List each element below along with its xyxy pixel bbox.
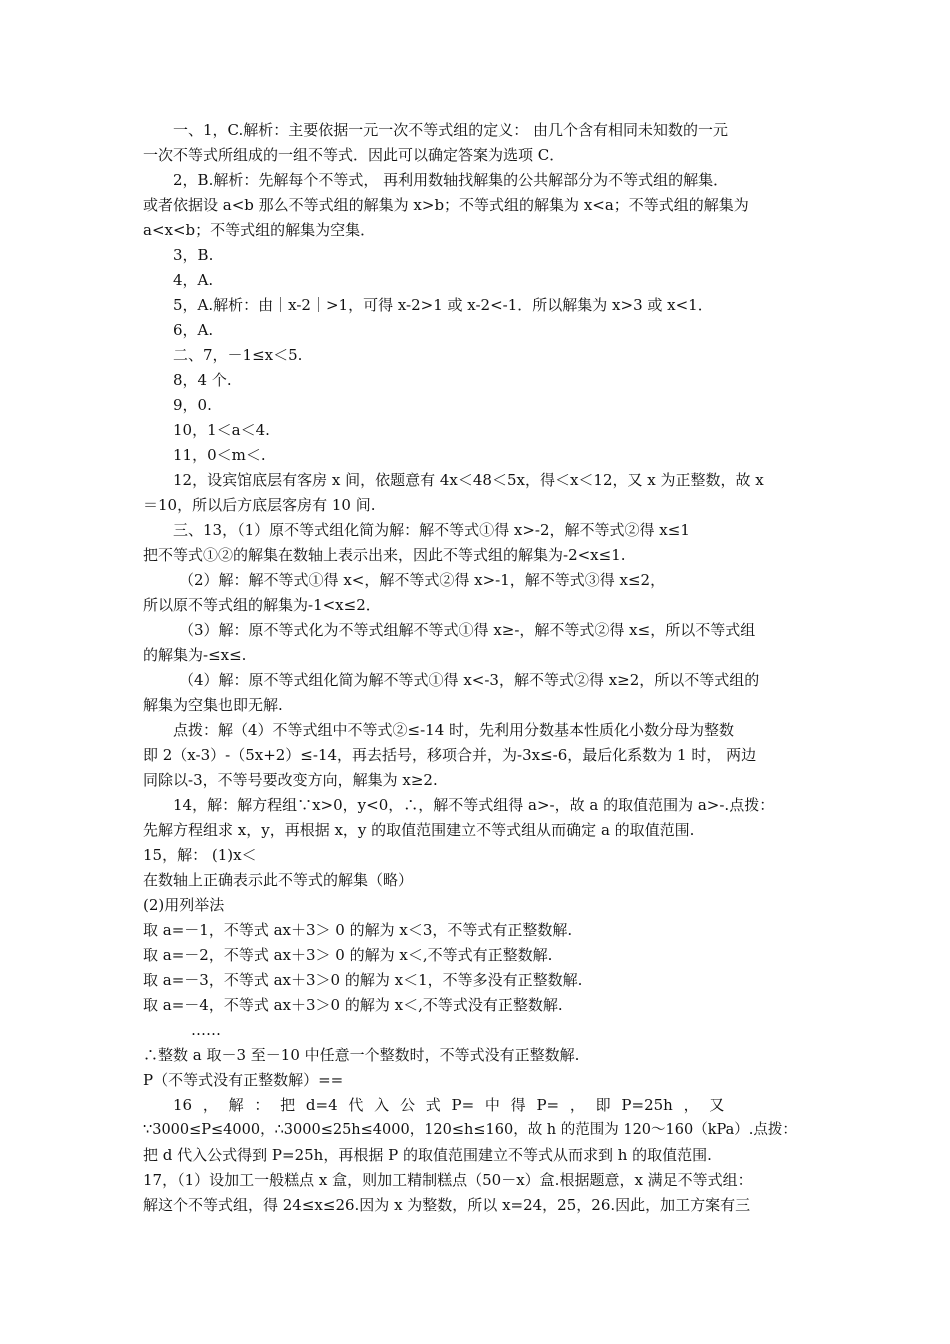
answer-line-8: 5，A.解析：由｜x-2｜>1，可得 x-2>1 或 x-2<-1．所以解集为 x>3 或 x<1． — [173, 296, 713, 314]
answer-line-28: 14，解：解方程组∵x>0，y<0，∴，解不等式组得 a>-，故 a 的取值范围为 a>-.点拨： — [173, 796, 775, 814]
answer-line-15: 12，设宾馆底层有客房 x 间，依题意有 4x＜48＜5x，得＜x＜12，又 x 为正整数，故 x — [173, 471, 764, 489]
answer-line-42: 把 d 代入公式得到 P=25h，再根据 P 的取值范围建立不等式从而求到 h 的取值范围. — [143, 1146, 712, 1164]
answer-line-33: 取 a=－1，不等式 ax＋3＞ 0 的解为 x＜3，不等式有正整数解. — [143, 921, 573, 939]
answer-line-4: 或者依据设 a<b 那么不等式组的解集为 x>b；不等式组的解集为 x<a；不等式组的解集为 — [143, 196, 749, 214]
answer-line-34: 取 a=－2，不等式 ax＋3＞ 0 的解为 x＜,不等式有正整数解. — [143, 946, 553, 964]
answer-line-21: （3）解：原不等式化为不等式组解不等式①得 x≥-，解不等式②得 x≤，所以不等式组 — [179, 621, 756, 639]
answer-line-9: 6，A. — [173, 321, 214, 339]
answer-line-5: a<x<b；不等式组的解集为空集． — [143, 221, 376, 239]
answer-line-29: 先解方程组求 x，y，再根据 x，y 的取值范围建立不等式组从而确定 a 的取值范围. — [143, 821, 695, 839]
answer-line-37: …… — [191, 1021, 221, 1039]
answer-line-1: 一、1，C.解析：主要依据一元一次不等式组的定义： 由几个含有相同未知数的一元 — [173, 121, 729, 139]
answer-line-17: 三、13，（1）原不等式组化简为解：解不等式①得 x>-2，解不等式②得 x≤1 — [173, 521, 690, 539]
answer-line-40: 16 ， 解 ： 把 d=4 代 入 公 式 P= 中 得 P= ， 即 P=25h ， 又 — [173, 1096, 725, 1114]
answer-line-14: 11，0＜m＜. — [173, 446, 266, 464]
answer-line-26: 即 2（x-3）-（5x+2）≤-14，再去括号，移项合并，为-3x≤-6，最后化系数为 1 时， 两边 — [143, 746, 757, 764]
answer-line-11: 8，4 个. — [173, 371, 232, 389]
answer-line-36: 取 a=－4，不等式 ax＋3＞0 的解为 x＜,不等式没有正整数解. — [143, 996, 563, 1014]
answer-line-24: 解集为空集也即无解. — [143, 696, 283, 714]
answer-line-19: （2）解：解不等式①得 x<，解不等式②得 x>-1，解不等式③得 x≤2， — [179, 571, 666, 589]
answer-line-27: 同除以-3，不等号要改变方向，解集为 x≥2. — [143, 771, 438, 789]
answer-line-7: 4，A. — [173, 271, 214, 289]
answer-line-41: ∵3000≤P≤4000，∴3000≤25h≤4000，120≤h≤160，故 h 的范围为 120～160（kPa）.点拨： — [143, 1122, 797, 1138]
answer-line-35: 取 a=－3，不等式 ax＋3＞0 的解为 x＜1，不等多没有正整数解. — [143, 971, 583, 989]
answer-line-12: 9，0. — [173, 396, 212, 414]
answer-line-13: 10，1＜a＜4. — [173, 421, 270, 439]
answer-line-31: 在数轴上正确表示此不等式的解集（略） — [143, 871, 414, 889]
document-page — [143, 118, 807, 1218]
answer-line-18: 把不等式①②的解集在数轴上表示出来，因此不等式组的解集为-2<x≤1. — [143, 546, 626, 564]
answer-line-22: 的解集为-≤x≤. — [143, 646, 247, 664]
answer-line-44: 解这个不等式组，得 24≤x≤26.因为 x 为整数，所以 x=24，25，26.因此，加工方案有三 — [143, 1196, 751, 1214]
answer-line-16: ＝10，所以后方底层客房有 10 间. — [143, 496, 376, 514]
answer-line-32: (2)用列举法 — [143, 896, 225, 914]
answer-line-10: 二、7，－1≤x＜5. — [173, 346, 303, 364]
answer-line-25: 点拨：解（4）不等式组中不等式②≤-14 时，先利用分数基本性质化小数分母为整数 — [173, 721, 735, 739]
answer-line-38: ∴整数 a 取－3 至－10 中任意一个整数时，不等式没有正整数解. — [143, 1046, 580, 1064]
answer-line-30: 15，解： (1)x＜ — [143, 846, 257, 864]
answer-line-43: 17，（1）设加工一般糕点 x 盒，则加工精制糕点（50－x）盒.根据题意，x 满足不等式组： — [143, 1171, 753, 1189]
answer-line-3: 2，B.解析：先解每个不等式， 再利用数轴找解集的公共解部分为不等式组的解集． — [173, 171, 729, 189]
answer-line-20: 所以原不等式组的解集为-1<x≤2． — [143, 596, 381, 614]
answer-line-23: （4）解：原不等式组化简为解不等式①得 x<-3，解不等式②得 x≥2，所以不等式组的 — [179, 671, 760, 689]
answer-line-6: 3，B. — [173, 246, 214, 264]
answer-line-39: P（不等式没有正整数解）== — [143, 1071, 344, 1089]
answer-line-2: 一次不等式所组成的一组不等式．因此可以确定答案为选项 C． — [143, 146, 565, 164]
